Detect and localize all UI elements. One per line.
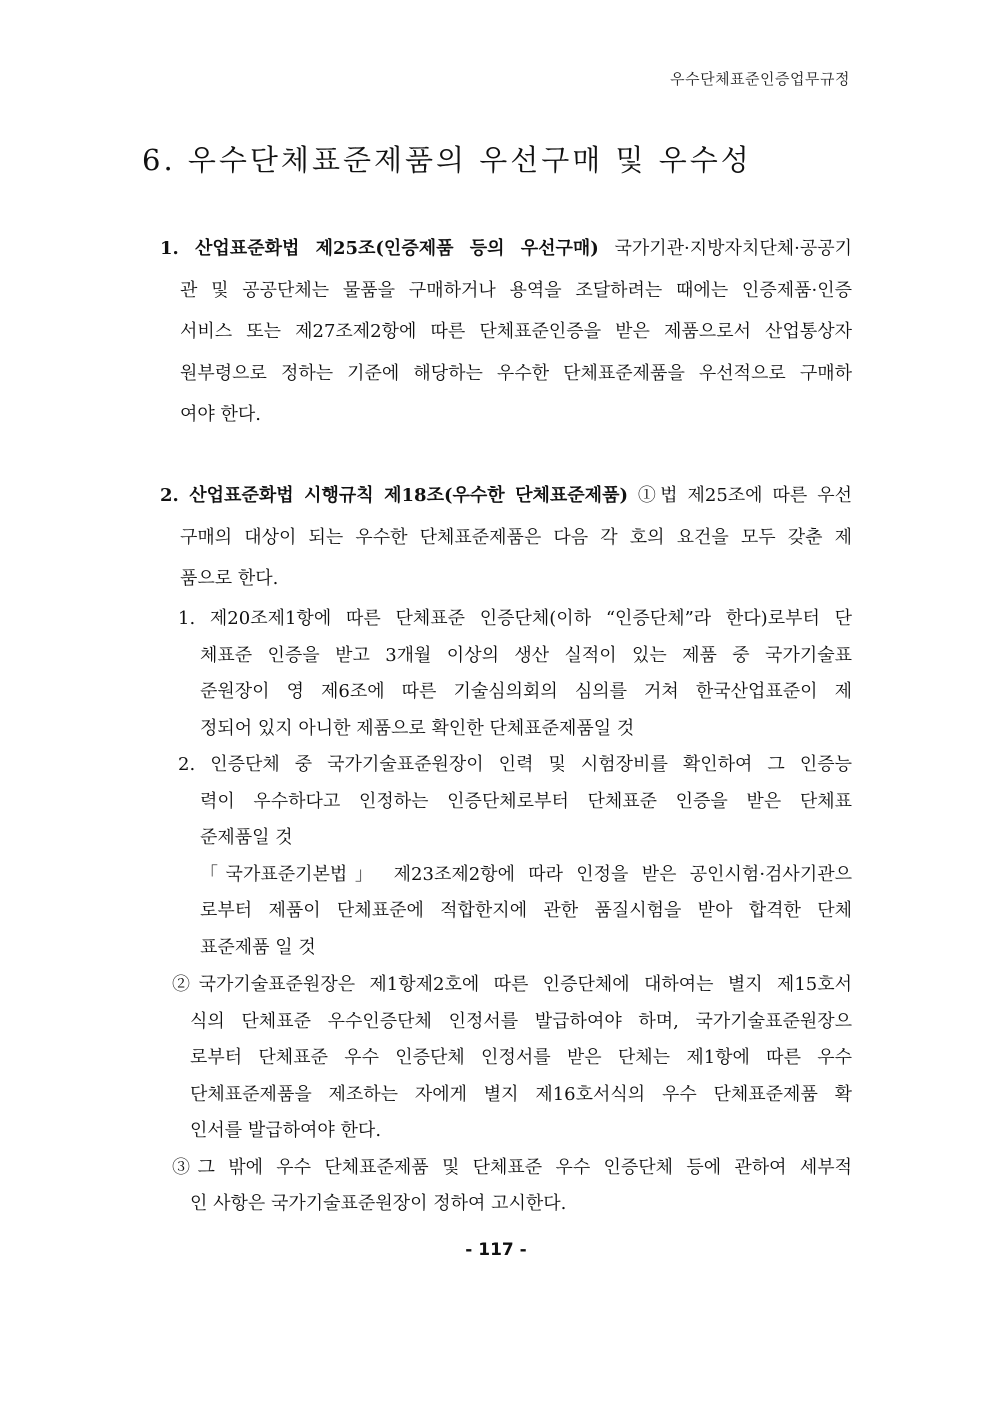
clause-2-line: 로부터 단체표준 우수 인증단체 인정서를 받은 단체는 제1항에 따른 우수 [190,1047,852,1068]
subitem-2-line: 「국가표준기본법」 제23조제2항에 따라 인정을 받은 공인시험·검사기관으 [200,863,852,885]
rule-18-subitems [178,601,852,966]
rule-18-heading: 2. 산업표준화법 시행규칙 제18조(우수한 단체표준제품) [160,485,628,506]
article-25-line: 여야 한다. [180,404,261,425]
rule-18-line [160,475,852,517]
rule-18-clauses [172,967,852,1223]
subitem-1-line: 준원장이 영 제6조에 따른 기술심의회의 심의를 거쳐 한국산업표준이 제 [200,681,852,702]
subitem-2-line: 로부터 제품이 단체표준에 적합한지에 관한 품질시험을 받아 합격한 단체 [200,900,852,921]
page-title: 6. 우수단체표준제품의 우선구매 및 우수성 [142,143,752,177]
running-header: 우수단체표준인증업무규정 [670,70,850,88]
article-25-line: 관 및 공공단체는 물품을 구매하거나 용역을 조달하려는 때에는 인증제품·인증 [180,279,852,301]
article-25-line: 원부령으로 정하는 기준에 해당하는 우수한 단체표준제품을 우선적으로 구매하 [180,362,852,384]
subitem-1-line: 1. 제20조제1항에 따른 단체표준 인증단체(이하 “인증단체”라 한다)로부터 단 [178,608,852,629]
article-25-text: 국가기관·지방자치단체·공공기 [598,238,852,259]
rule-18-line: 품으로 한다. [180,568,279,589]
clause-3-line: 인 사항은 국가기술표준원장이 정하여 고시한다. [190,1193,567,1214]
rule-18-paragraph [160,475,852,600]
subitem-1-line: 정되어 있지 아니한 제품으로 확인한 단체표준제품일 것 [200,717,635,739]
article-25-line [160,228,852,270]
subitem-2-line: 준제품일 것 [200,827,293,848]
subitem-2-line: 표준제품 일 것 [200,936,316,958]
clause-2-line: ②국가기술표준원장은 제1항제2호에 따른 인증단체에 대하여는 별지 제15호서 [172,974,852,995]
subitem-2-line: 2. 인증단체 중 국가기술표준원장이 인력 및 시험장비를 확인하여 그 인증능 [178,754,852,775]
clause-2-line: 단체표준제품을 제조하는 자에게 별지 제16호서식의 우수 단체표준제품 확 [190,1083,852,1105]
subitem-1-line: 체표준 인증을 받고 3개월 이상의 생산 실적이 있는 제품 중 국가기술표 [200,644,852,666]
subitem-2-line: 력이 우수하다고 인정하는 인증단체로부터 단체표준 인증을 받은 단체표 [200,790,852,812]
clause-3-line: ③그 밖에 우수 단체표준제품 및 단체표준 우수 인증단체 등에 관하여 세부적 [172,1156,852,1178]
clause-2-line: 식의 단체표준 우수인증단체 인정서를 발급하여야 하며, 국가기술표준원장으 [190,1010,852,1032]
page-number: - 117 - [465,1240,527,1260]
article-25-paragraph [160,228,852,436]
rule-18-line: 구매의 대상이 되는 우수한 단체표준제품은 다음 각 호의 요건을 모두 갖춘 제 [180,526,852,548]
article-25-heading: 1. 산업표준화법 제25조(인증제품 등의 우선구매) [160,238,599,259]
article-25-line: 서비스 또는 제27조제2항에 따른 단체표준인증을 받은 제품으로서 산업통상자 [180,321,852,342]
clause-2-line: 인서를 발급하여야 한다. [190,1120,382,1141]
rule-18-text: ①법 제25조에 따른 우선 [627,485,852,506]
